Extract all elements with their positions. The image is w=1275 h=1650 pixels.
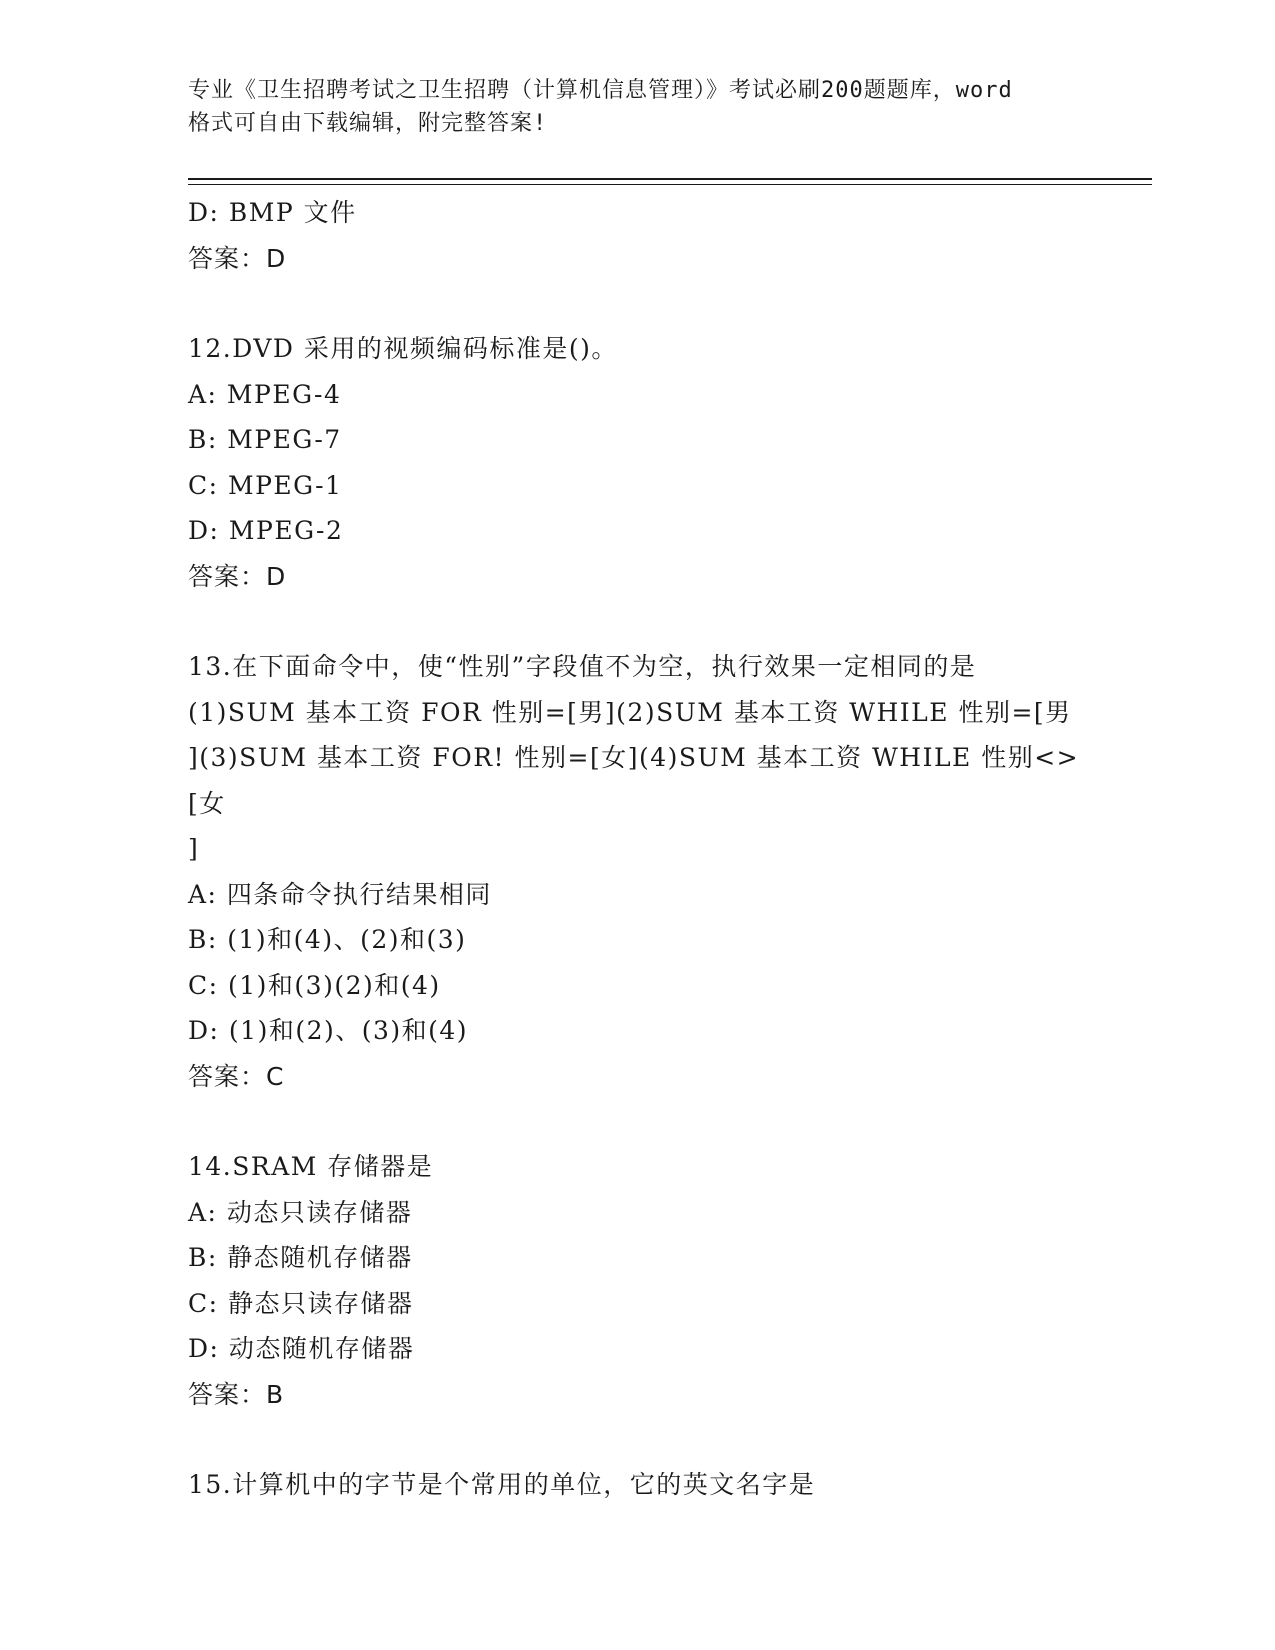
answer-line: 答案：D — [188, 561, 287, 591]
option-c: C: MPEG-1 — [188, 470, 343, 500]
option-b: B: (1)和(4)、(2)和(3) — [188, 925, 467, 954]
question-stem: 14.SRAM 存储器是 — [188, 1152, 434, 1181]
option-a: A: 动态只读存储器 — [188, 1197, 413, 1227]
option-c: C: (1)和(3)(2)和(4) — [188, 970, 441, 1000]
prev-answer: 答案：D — [188, 243, 287, 273]
question-13 — [188, 644, 1098, 1099]
header-line-1: 专业《卫生招聘考试之卫生招聘（计算机信息管理）》考试必刷200题题库，word — [188, 78, 1013, 103]
option-d: D: 动态随机存储器 — [188, 1334, 415, 1363]
answer-line: 答案：B — [188, 1379, 285, 1409]
option-a: A: MPEG-4 — [188, 379, 342, 409]
question-14 — [188, 1144, 1098, 1417]
question-stem-line-3: ](3)SUM 基本工资 FOR! 性别=[女](4)SUM 基本工资 WHILE 性别<>[女 — [188, 743, 1080, 818]
question-content — [188, 190, 1098, 1508]
option-b: B: 静态随机存储器 — [188, 1243, 413, 1272]
header-divider-thick — [188, 178, 1152, 180]
spacer — [188, 599, 1098, 644]
question-stem-line-2: (1)SUM 基本工资 FOR 性别=[男](2)SUM 基本工资 WHILE 性别=[男 — [188, 697, 1072, 727]
spacer — [188, 281, 1098, 326]
answer-line: 答案：C — [188, 1061, 285, 1091]
spacer — [188, 1099, 1098, 1144]
question-stem-line-4: ] — [188, 834, 200, 863]
option-c: C: 静态只读存储器 — [188, 1288, 414, 1318]
question-stem: 12.DVD 采用的视频编码标准是()。 — [188, 334, 618, 363]
prev-option-d: D: BMP 文件 — [188, 198, 357, 227]
document-header — [188, 74, 1088, 140]
option-a: A: 四条命令执行结果相同 — [188, 879, 492, 909]
header-line-2: 格式可自由下载编辑，附完整答案! — [188, 111, 548, 136]
question-stem: 15.计算机中的字节是个常用的单位，它的英文名字是 — [188, 1470, 816, 1499]
question-stem-line-1: 13.在下面命令中，使“性别”字段值不为空，执行效果一定相同的是 — [188, 652, 977, 681]
spacer — [188, 1417, 1098, 1462]
header-divider-thin — [188, 184, 1152, 185]
option-d: D: MPEG-2 — [188, 516, 344, 545]
option-d: D: (1)和(2)、(3)和(4) — [188, 1016, 469, 1045]
question-12 — [188, 326, 1098, 599]
option-b: B: MPEG-7 — [188, 425, 342, 454]
question-15 — [188, 1462, 1098, 1508]
